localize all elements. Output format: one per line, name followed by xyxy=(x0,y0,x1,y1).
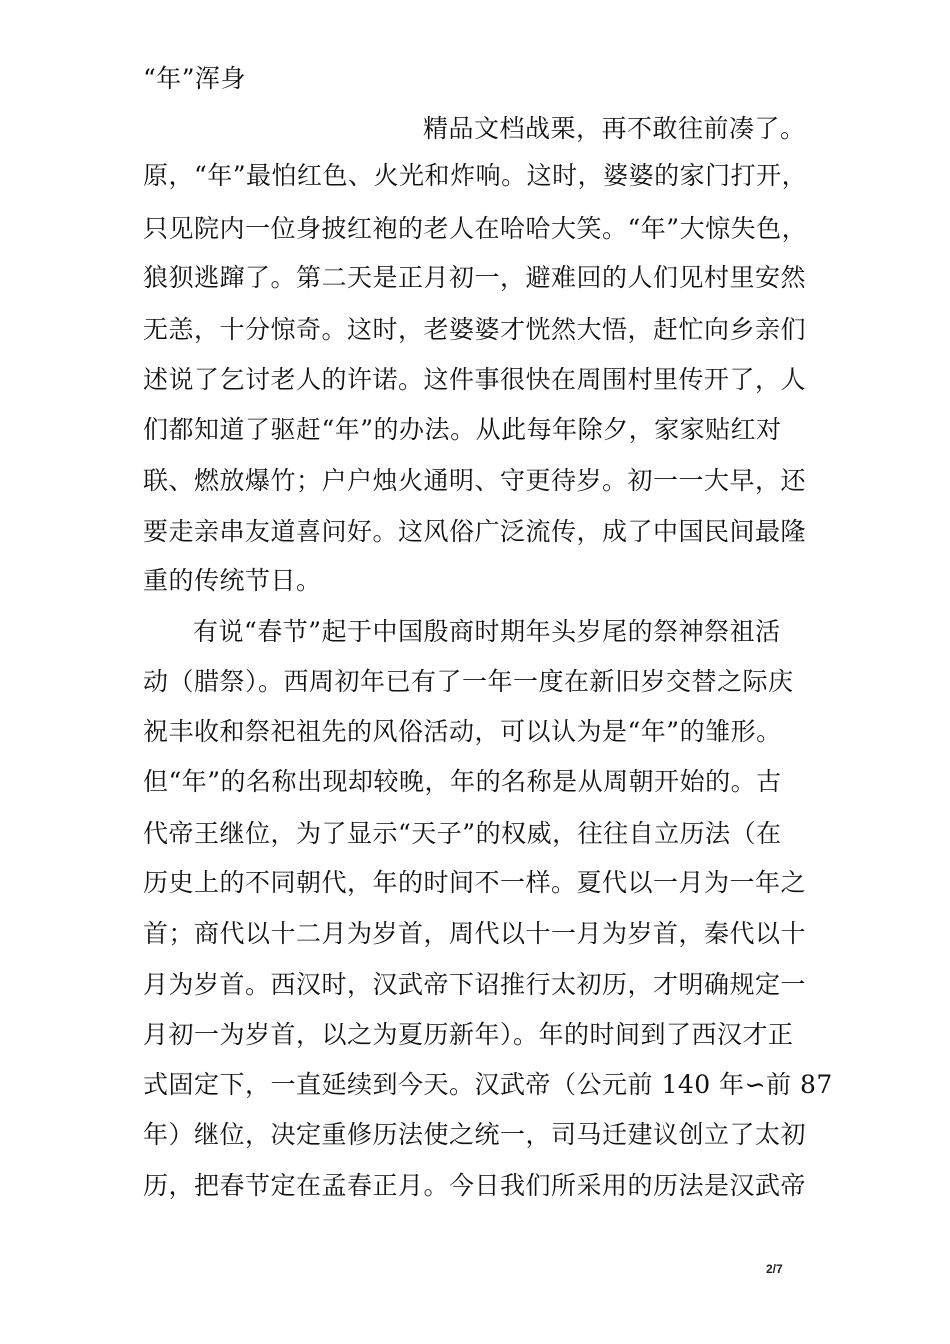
text-line: 联、燃放爆竹；户户烛火通明、守更待岁。初一一大早，还 xyxy=(143,466,807,495)
text-line: 只见院内一位身披红袍的老人在哈哈大笑。“年”大惊失色， xyxy=(143,214,808,243)
text-line: 有说“春节”起于中国殷商时期年头岁尾的祭神祭祖活 xyxy=(193,617,781,646)
text-line: 动（腊祭）。西周初年已有了一年一度在新旧岁交替之际庆 xyxy=(143,667,794,696)
text-line: 重的传统节日。 xyxy=(143,566,322,595)
text-line: 历，把春节定在孟春正月。今日我们所采用的历法是汉武帝 xyxy=(143,1171,807,1200)
header-fragment: “年”浑身 xyxy=(143,64,247,93)
text-line: 月为岁首。西汉时，汉武帝下诏推行太初历，才明确规定一 xyxy=(143,970,807,999)
text-line: 要走亲串友道喜问好。这风俗广泛流传，成了中国民间最隆 xyxy=(143,517,807,546)
text-line: 年）继位，决定重修历法使之统一，司马迁建议创立了太初 xyxy=(143,1120,807,1149)
text-line: 首；商代以十二月为岁首，周代以十一月为岁首，秦代以十 xyxy=(143,919,807,948)
text-line: 述说了乞讨老人的许诺。这件事很快在周围村里传开了，人 xyxy=(143,365,807,394)
text-line: 狼狈逃蹿了。第二天是正月初一，避难回的人们见村里安然 xyxy=(143,263,807,292)
text-line: 但“年”的名称出现却较晚，年的名称是从周朝开始的。古 xyxy=(143,767,782,796)
watermark-line: 精品文档战栗，再不敢往前凑了。 xyxy=(423,114,806,143)
text-line: 历史上的不同朝代，年的时间不一样。夏代以一月为一年之 xyxy=(143,868,807,897)
text-line: 代帝王继位，为了显示“天子”的权威，往往自立历法（在 xyxy=(143,819,782,848)
page-number: 2/7 xyxy=(766,1262,783,1276)
text-line: 无恙，十分惊奇。这时，老婆婆才恍然大悟，赶忙向乡亲们 xyxy=(143,315,807,344)
text-line: 原，“年”最怕红色、火光和炸响。这时，婆婆的家门打开， xyxy=(143,161,808,190)
text-line: 月初一为岁首，以之为夏历新年）。年的时间到了西汉才正 xyxy=(143,1020,794,1049)
text-line: 们都知道了驱赶“年”的办法。从此每年除夕，家家贴红对 xyxy=(143,415,782,444)
text-line: 祝丰收和祭祀祖先的风俗活动，可以认为是“年”的雏形。 xyxy=(143,717,782,746)
text-line: 式固定下，一直延续到今天。汉武帝（公元前 140 年∽前 87 xyxy=(143,1070,833,1099)
